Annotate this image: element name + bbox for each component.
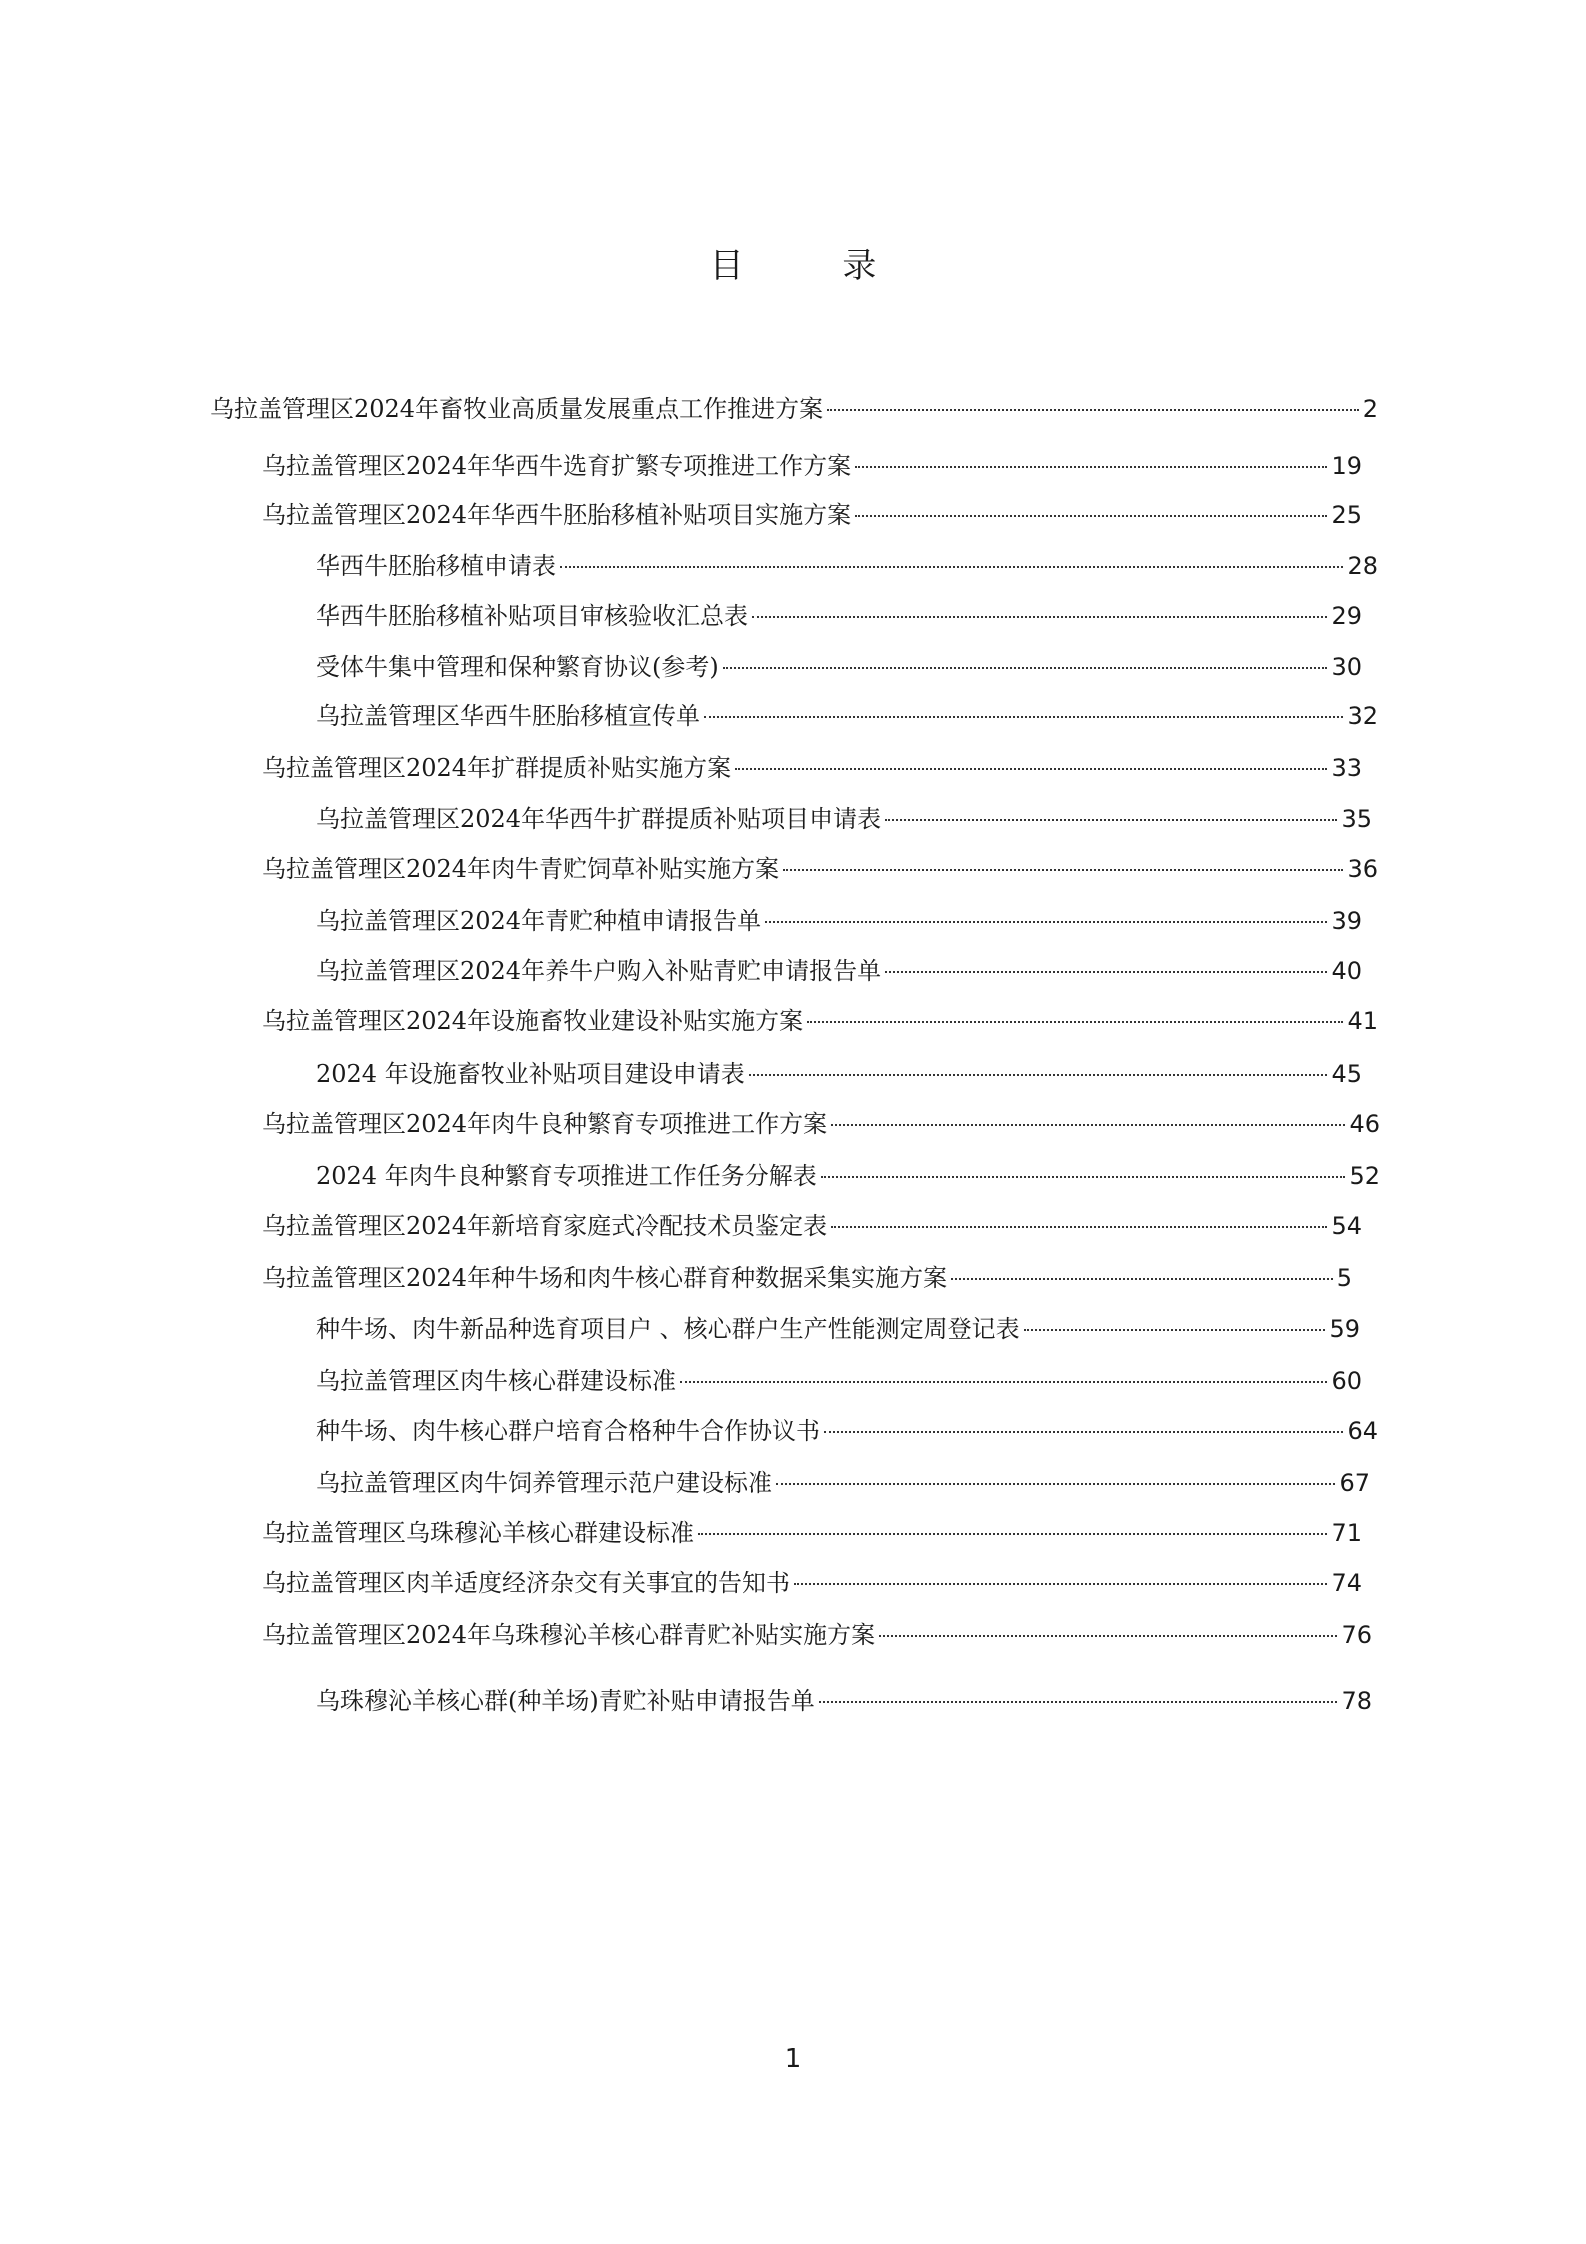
toc-entry-page: 45: [1331, 1060, 1362, 1088]
page-number: 1: [784, 2044, 802, 2074]
toc-entry-label: 华西牛胚胎移植补贴项目审核验收汇总表: [316, 602, 748, 630]
toc-entry-page: 74: [1331, 1569, 1362, 1597]
toc-entry-label: 乌拉盖管理区2024年华西牛扩群提质补贴项目申请表: [316, 805, 882, 833]
toc-entry-page: 71: [1331, 1519, 1362, 1547]
toc-entry[interactable]: [316, 1365, 1362, 1397]
toc-entry[interactable]: [316, 651, 1362, 683]
toc-entry-page: 32: [1347, 702, 1378, 730]
toc-entry-label: 乌拉盖管理区乌珠穆沁羊核心群建设标准: [262, 1519, 694, 1547]
toc-entry-page: 52: [1349, 1162, 1380, 1190]
toc-entry-page: 30: [1331, 653, 1362, 681]
toc-entry[interactable]: [262, 1262, 1352, 1294]
dot-leader: [821, 1175, 1346, 1178]
toc-entry[interactable]: [316, 1467, 1370, 1499]
dot-leader: [776, 1482, 1335, 1485]
dot-leader: [783, 868, 1343, 871]
toc-entry[interactable]: [262, 1210, 1362, 1242]
toc-entry-label: 2024 年肉牛良种繁育专项推进工作任务分解表: [316, 1162, 817, 1190]
toc-entry-page: 5: [1336, 1264, 1352, 1292]
toc-entry-page: 28: [1347, 552, 1378, 580]
toc-entry[interactable]: [316, 905, 1362, 937]
toc-entry-label: 华西牛胚胎移植申请表: [316, 552, 556, 580]
dot-leader: [680, 1380, 1327, 1383]
toc-entry-label: 种牛场、肉牛新品种选育项目户 、核心群户生产性能测定周登记表: [316, 1315, 1020, 1343]
toc-entry[interactable]: [316, 1415, 1378, 1447]
toc-entry-page: 35: [1341, 805, 1372, 833]
toc-entry-page: 2: [1362, 395, 1378, 423]
toc-entry-label: 乌拉盖管理区2024年华西牛胚胎移植补贴项目实施方案: [262, 501, 852, 529]
toc-entry[interactable]: [316, 803, 1372, 835]
dot-leader: [885, 818, 1337, 821]
toc-entry[interactable]: [262, 450, 1362, 482]
toc-entry-page: 76: [1341, 1621, 1372, 1649]
dot-leader: [765, 920, 1327, 923]
toc-entry[interactable]: [262, 1567, 1362, 1599]
toc-entry[interactable]: [262, 1619, 1372, 1651]
toc-entry-label: 受体牛集中管理和保种繁育协议(参考): [316, 653, 719, 681]
toc-entry-label: 乌拉盖管理区肉牛饲养管理示范户建设标准: [316, 1469, 772, 1497]
toc-entry-label: 乌拉盖管理区2024年乌珠穆沁羊核心群青贮补贴实施方案: [262, 1621, 876, 1649]
dot-leader: [1024, 1328, 1326, 1331]
toc-entry-page: 40: [1331, 957, 1362, 985]
dot-leader: [794, 1582, 1327, 1585]
dot-leader: [879, 1634, 1337, 1637]
dot-leader: [831, 1123, 1345, 1126]
dot-leader: [752, 615, 1327, 618]
toc-entry-page: 36: [1347, 855, 1378, 883]
toc-entry[interactable]: [316, 550, 1378, 582]
toc-entry-label: 乌拉盖管理区华西牛胚胎移植宣传单: [316, 702, 700, 730]
toc-entry-label: 种牛场、肉牛核心群户培育合格种牛合作协议书: [316, 1417, 820, 1445]
dot-leader: [807, 1020, 1343, 1023]
toc-entry[interactable]: [316, 1160, 1380, 1192]
dot-leader: [951, 1277, 1333, 1280]
toc-entry-page: 46: [1349, 1110, 1380, 1138]
toc-entry-label: 乌拉盖管理区2024年种牛场和肉牛核心群育种数据采集实施方案: [262, 1264, 948, 1292]
toc-entry-label: 乌拉盖管理区2024年设施畜牧业建设补贴实施方案: [262, 1007, 804, 1035]
toc-entry-page: 25: [1331, 501, 1362, 529]
dot-leader: [819, 1700, 1338, 1703]
toc-entry-page: 78: [1341, 1687, 1372, 1715]
toc-entry[interactable]: [262, 853, 1378, 885]
toc-entry-label: 乌拉盖管理区2024年养牛户购入补贴青贮申请报告单: [316, 957, 882, 985]
toc-entry[interactable]: [210, 393, 1378, 425]
toc-entry-label: 乌拉盖管理区2024年肉牛良种繁育专项推进工作方案: [262, 1110, 828, 1138]
toc-entry[interactable]: [316, 1685, 1372, 1717]
toc-entry[interactable]: [262, 1108, 1380, 1140]
toc-entry[interactable]: [316, 700, 1378, 732]
toc-entry-label: 乌拉盖管理区肉羊适度经济杂交有关事宜的告知书: [262, 1569, 790, 1597]
toc-entry-page: 39: [1331, 907, 1362, 935]
toc-entry-page: 54: [1331, 1212, 1362, 1240]
toc-entry[interactable]: [262, 1005, 1378, 1037]
toc-entry[interactable]: [262, 752, 1362, 784]
toc-entry-label: 乌珠穆沁羊核心群(种羊场)青贮补贴申请报告单: [316, 1687, 815, 1715]
toc-entry-label: 乌拉盖管理区肉牛核心群建设标准: [316, 1367, 676, 1395]
toc-entry-page: 19: [1331, 452, 1362, 480]
dot-leader: [735, 767, 1327, 770]
dot-leader: [560, 565, 1343, 568]
dot-leader: [723, 666, 1328, 669]
dot-leader: [824, 1430, 1343, 1433]
dot-leader: [885, 970, 1327, 973]
toc-entry-page: 33: [1331, 754, 1362, 782]
toc-entry-label: 2024 年设施畜牧业补贴项目建设申请表: [316, 1060, 745, 1088]
toc-entry-page: 41: [1347, 1007, 1378, 1035]
toc-entry-label: 乌拉盖管理区2024年新培育家庭式冷配技术员鉴定表: [262, 1212, 828, 1240]
dot-leader: [855, 514, 1327, 517]
toc-entry[interactable]: [316, 1313, 1360, 1345]
toc-title: 目 录: [709, 246, 921, 286]
toc-entry-page: 67: [1339, 1469, 1370, 1497]
toc-entry[interactable]: [316, 955, 1362, 987]
dot-leader: [698, 1532, 1327, 1535]
toc-entry[interactable]: [316, 600, 1362, 632]
dot-leader: [749, 1073, 1328, 1076]
dot-leader: [827, 408, 1359, 411]
toc-entry-page: 59: [1329, 1315, 1360, 1343]
toc-entry-page: 29: [1331, 602, 1362, 630]
toc-entry[interactable]: [262, 499, 1362, 531]
toc-entry-page: 60: [1331, 1367, 1362, 1395]
dot-leader: [855, 465, 1327, 468]
toc-entry-label: 乌拉盖管理区2024年青贮种植申请报告单: [316, 907, 762, 935]
toc-entry-page: 64: [1347, 1417, 1378, 1445]
toc-entry-label: 乌拉盖管理区2024年畜牧业高质量发展重点工作推进方案: [210, 395, 824, 423]
toc-entry-label: 乌拉盖管理区2024年扩群提质补贴实施方案: [262, 754, 732, 782]
dot-leader: [831, 1225, 1327, 1228]
toc-entry-label: 乌拉盖管理区2024年华西牛选育扩繁专项推进工作方案: [262, 452, 852, 480]
toc-entry[interactable]: [316, 1058, 1362, 1090]
dot-leader: [704, 715, 1343, 718]
toc-entry[interactable]: [262, 1517, 1362, 1549]
toc-entry-label: 乌拉盖管理区2024年肉牛青贮饲草补贴实施方案: [262, 855, 780, 883]
